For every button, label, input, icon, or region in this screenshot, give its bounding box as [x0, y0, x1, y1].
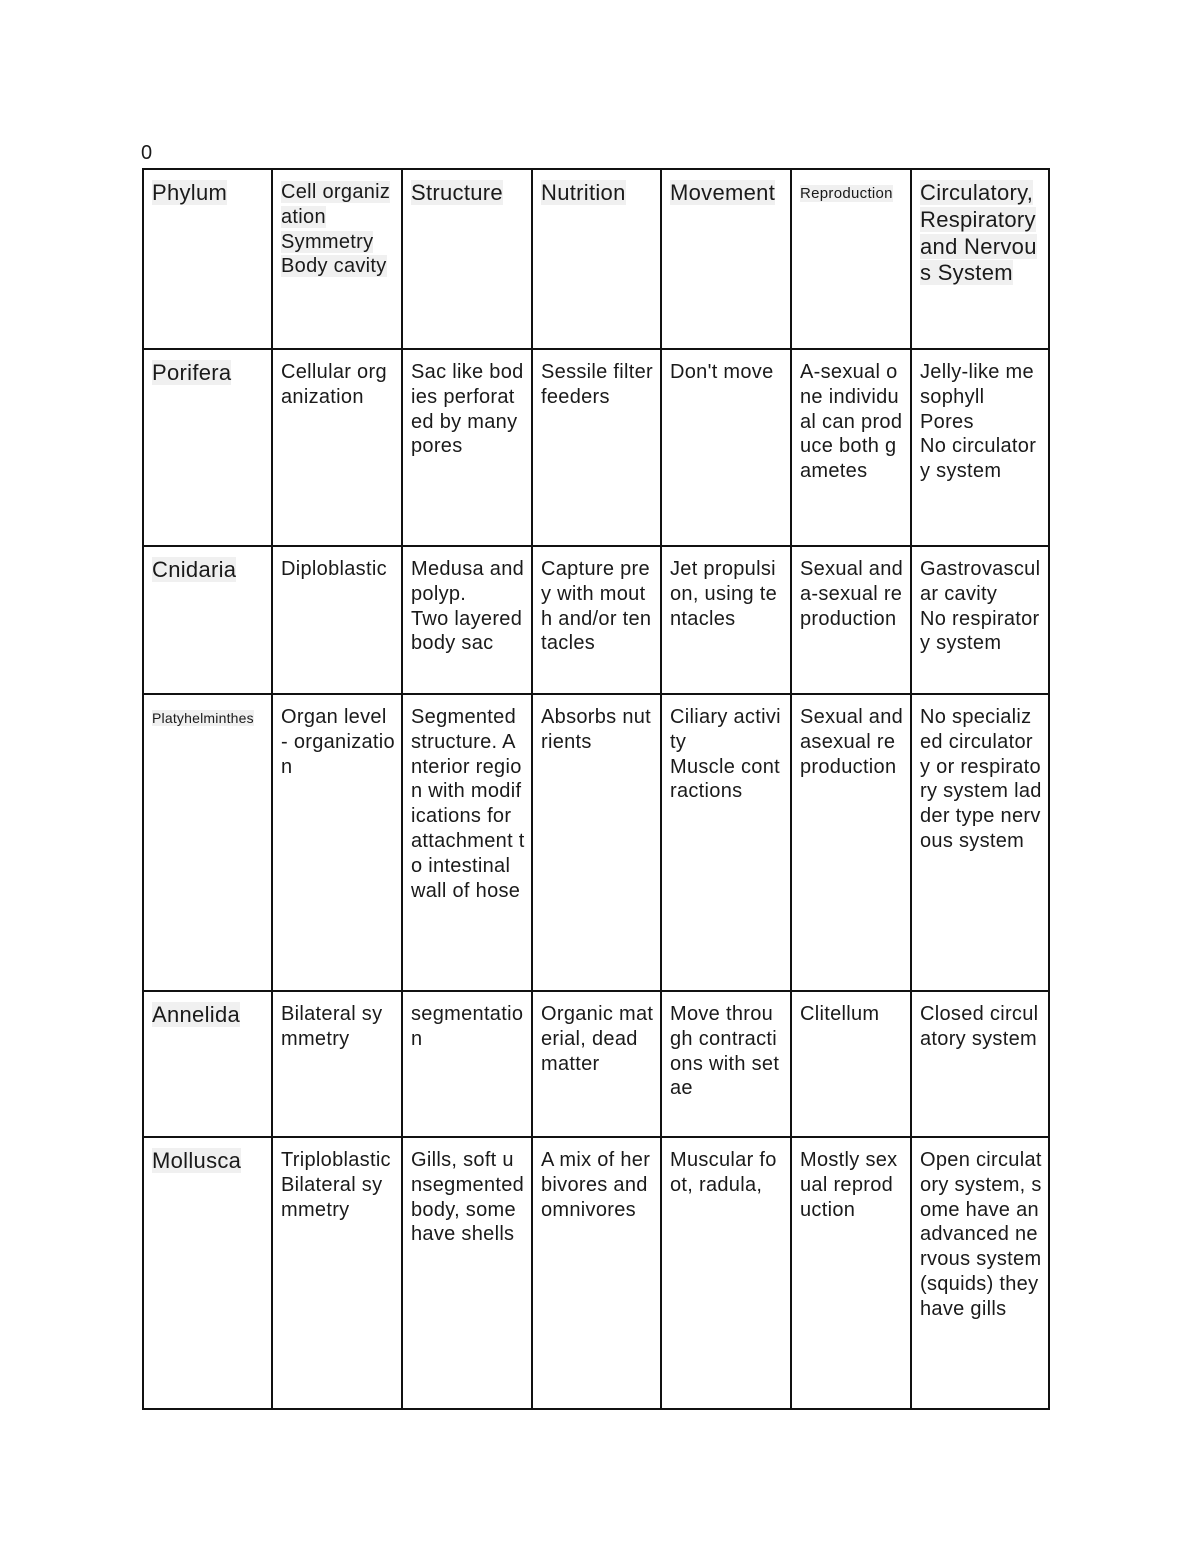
table-header-row — [143, 169, 1049, 349]
header-cell-phylum: Phylum — [143, 169, 272, 349]
structure-cell: Segmented structure. Anterior region with modifications for attachment to intestinal wall of hose — [402, 694, 532, 991]
header-cell-movement: Movement — [661, 169, 791, 349]
phylum-cell: Annelida — [143, 991, 272, 1137]
page-marker: 0 — [141, 142, 153, 164]
reproduction-cell: A-sexual one individual can produce both gametes — [791, 349, 911, 546]
movement-cell: Jet propulsion, using tentacles — [661, 546, 791, 694]
reproduction-cell: Clitellum — [791, 991, 911, 1137]
reproduction-cell: Mostly sexual reproduction — [791, 1137, 911, 1409]
phylum-cell: Porifera — [143, 349, 272, 546]
table-row — [143, 694, 1049, 991]
movement-cell: Move through contractions with setae — [661, 991, 791, 1137]
table-row — [143, 1137, 1049, 1409]
header-cell-systems: Circulatory, Respiratory and Nervous System — [911, 169, 1049, 349]
table-row — [143, 991, 1049, 1137]
systems-cell: Closed circulatory system — [911, 991, 1049, 1137]
cell-organization-cell: Diploblastic — [272, 546, 402, 694]
nutrition-cell: Capture prey with mouth and/or tentacles — [532, 546, 661, 694]
reproduction-cell: Sexual and a-sexual reproduction — [791, 546, 911, 694]
phylum-cell: Mollusca — [143, 1137, 272, 1409]
movement-cell: Don't move — [661, 349, 791, 546]
header-cell-cell-organization: Cell organization Symmetry Body cavity — [272, 169, 402, 349]
phylum-cell: Platyhelminthes — [143, 694, 272, 991]
header-cell-reproduction: Reproduction — [791, 169, 911, 349]
movement-cell: Muscular foot, radula, — [661, 1137, 791, 1409]
cell-organization-cell: Cellular organization — [272, 349, 402, 546]
phylum-cell: Cnidaria — [143, 546, 272, 694]
systems-cell: Open circulatory system, some have an advanced nervous system(squids) they have gills — [911, 1137, 1049, 1409]
table-row — [143, 349, 1049, 546]
header-cell-nutrition: Nutrition — [532, 169, 661, 349]
systems-cell: Jelly-like mesophyll Pores No circulatory system — [911, 349, 1049, 546]
structure-cell: Sac like bodies perforated by many pores — [402, 349, 532, 546]
systems-cell: Gastrovascular cavity No respiratory system — [911, 546, 1049, 694]
systems-cell: No specialized circulatory or respiratory system ladder type nervous system — [911, 694, 1049, 991]
table-row — [143, 546, 1049, 694]
cell-organization-cell: Organ level - organization — [272, 694, 402, 991]
reproduction-cell: Sexual and asexual reproduction — [791, 694, 911, 991]
structure-cell: segmentation — [402, 991, 532, 1137]
movement-cell: Ciliary activity Muscle contractions — [661, 694, 791, 991]
nutrition-cell: Sessile filter feeders — [532, 349, 661, 546]
nutrition-cell: Organic material, dead matter — [532, 991, 661, 1137]
nutrition-cell: Absorbs nutrients — [532, 694, 661, 991]
cell-organization-cell: Triploblastic Bilateral symmetry — [272, 1137, 402, 1409]
cell-organization-cell: Bilateral symmetry — [272, 991, 402, 1137]
nutrition-cell: A mix of herbivores and omnivores — [532, 1137, 661, 1409]
header-cell-structure: Structure — [402, 169, 532, 349]
phylum-comparison-table — [142, 168, 1050, 1410]
structure-cell: Medusa and polyp. Two layered body sac — [402, 546, 532, 694]
structure-cell: Gills, soft unsegmented body, some have shells — [402, 1137, 532, 1409]
